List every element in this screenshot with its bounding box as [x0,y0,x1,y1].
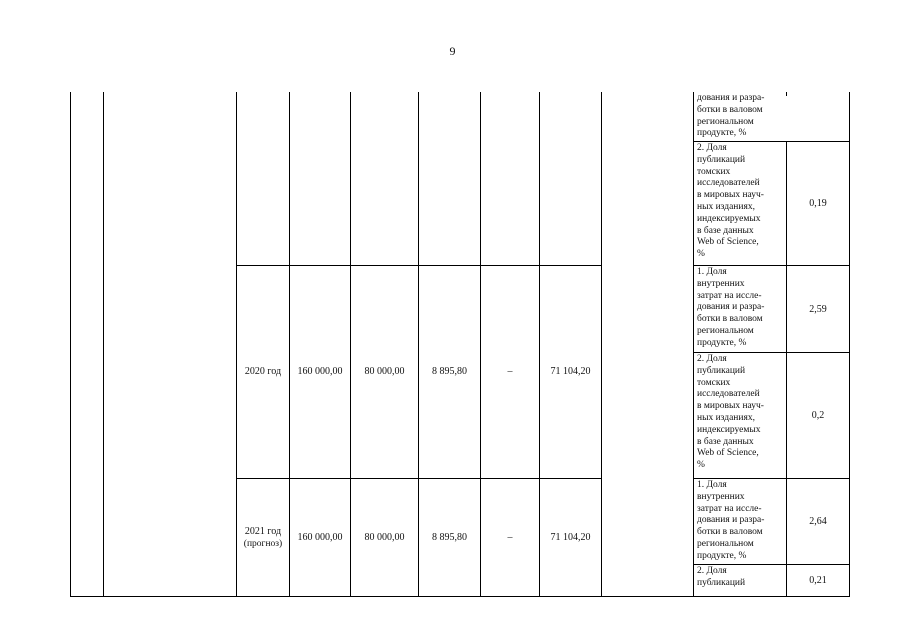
amount-cell: – [507,366,513,377]
amount-cell: 71 104,20 [550,531,591,543]
indicator-text: 2. Доля публикаций томских исследователей в мировых науч- ных изданиях, индексируемых в базе данных Web of Science, % [697,354,764,471]
indicator-value: 0,2 [811,410,825,421]
indicator-text: 1. Доля внутренних затрат на иссле- дования и разра- ботки в валовом региональном продукте, % [697,480,765,561]
amount-cell: 80 000,00 [364,366,405,377]
forecast-note: (прогноз) [243,538,283,549]
indicator-text: 2. Доля публикаций [697,566,746,588]
indicator-value: 2,59 [809,303,827,315]
page-number: 9 [449,44,456,58]
indicator-text: дования и разра- ботки в валовом региональном продукте, % [697,93,765,139]
amount-cell: 8 895,80 [432,531,467,543]
amount-cell: – [507,531,513,543]
amount-cell: 80 000,00 [364,531,405,543]
amount-cell: 8 895,80 [432,366,467,377]
total-cell: 160 000,00 [297,366,343,377]
total-cell: 160 000,00 [297,531,343,543]
amount-cell: 71 104,20 [550,366,591,377]
indicator-value: 0,21 [809,575,827,586]
indicator-text: 1. Доля внутренних затрат на иссле- дования и разра- ботки в валовом региональном продукте, % [697,267,765,348]
year-cell: 2020 год [244,366,282,377]
indicator-text: 2. Доля публикаций томских исследователей в мировых науч- ных изданиях, индексируемых в базе данных Web of Science, % [697,143,764,260]
indicator-value: 0,19 [809,198,827,209]
year-cell: 2021 год (прогноз) [243,525,283,549]
indicator-value: 2,64 [809,516,827,527]
